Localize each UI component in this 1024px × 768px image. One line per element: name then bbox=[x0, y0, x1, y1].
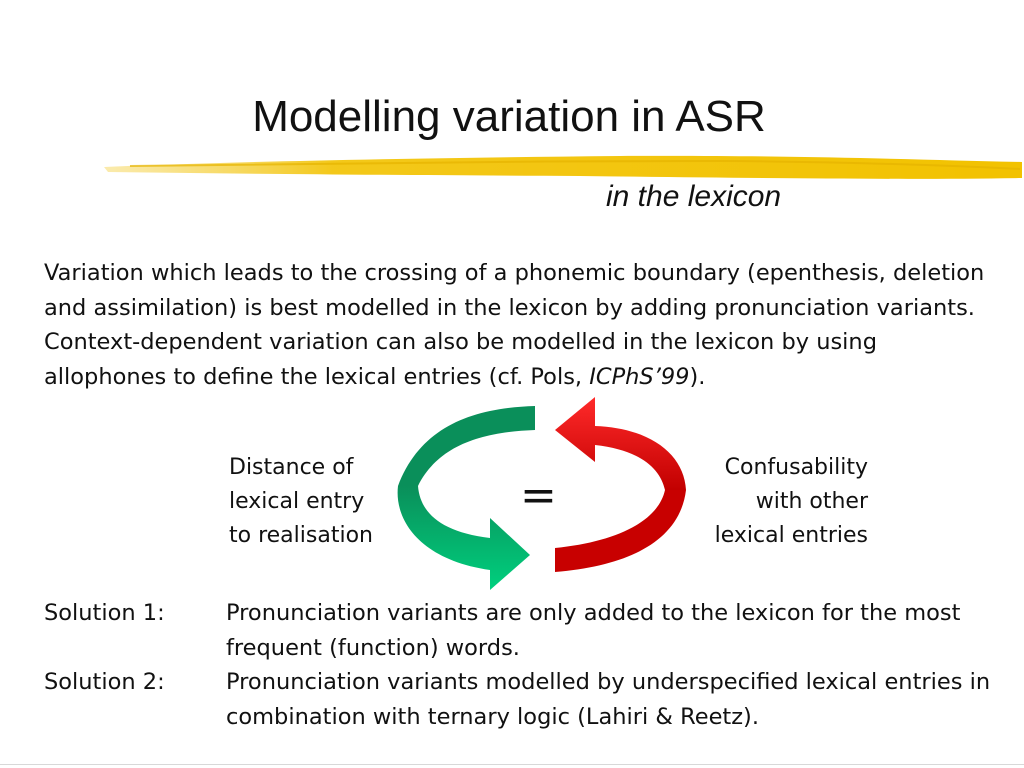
title-underline-brush bbox=[100, 150, 1024, 186]
solution-text: Pronunciation variants are only added to the lexicon for the most frequent (function) words. bbox=[226, 600, 961, 661]
slide-subtitle: in the lexicon bbox=[606, 180, 782, 213]
equals-sign: = bbox=[520, 470, 557, 521]
main-paragraph bbox=[44, 256, 1004, 394]
citation-italic: ICPhS’99 bbox=[589, 363, 690, 390]
right-label-line: with other bbox=[755, 489, 868, 514]
solution-row bbox=[44, 665, 1004, 734]
right-label-line: Confusability bbox=[724, 455, 868, 480]
green-arrow-arc-upper bbox=[398, 406, 535, 486]
left-label-line: to realisation bbox=[229, 523, 373, 548]
slide-title-text: Modelling variation in ASR bbox=[252, 92, 766, 141]
solution-label: Solution 1: bbox=[44, 600, 165, 626]
left-label-line: lexical entry bbox=[229, 489, 365, 514]
main-paragraph-end: ). bbox=[689, 363, 706, 390]
right-label-line: lexical entries bbox=[714, 523, 868, 548]
solution-label: Solution 2: bbox=[44, 669, 165, 695]
slide-bottom-divider bbox=[0, 764, 1024, 765]
right-label bbox=[660, 451, 868, 553]
solution-row bbox=[44, 596, 1004, 665]
solutions-list bbox=[44, 596, 1004, 734]
left-label-line: Distance of bbox=[229, 455, 354, 480]
solution-text: Pronunciation variants modelled by underspecified lexical entries in combination with ternary logic (Lahiri & Reetz). bbox=[226, 669, 991, 730]
green-arrow-arc-lower bbox=[398, 486, 530, 590]
main-paragraph-text: Variation which leads to the crossing of a phonemic boundary (epenthesis, deletion and assimilation) is best modelled in the lexicon by adding pronunciation variants. Context-dependent variation can also be modelled in the lexicon by using allophones to define the lexical entries (cf. Pols, bbox=[44, 260, 985, 390]
slide-title bbox=[0, 92, 1024, 142]
